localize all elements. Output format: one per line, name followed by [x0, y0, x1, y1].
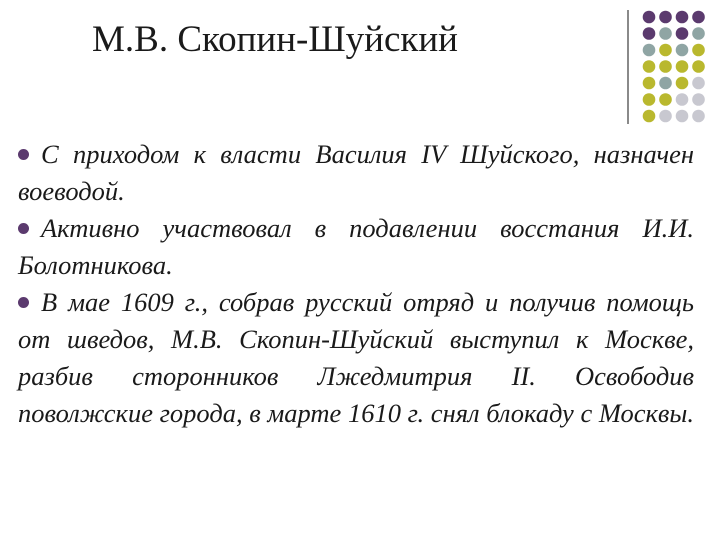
decorative-dot	[643, 93, 656, 106]
decorative-dot	[692, 93, 705, 106]
bullet-item	[18, 136, 694, 210]
decorative-dot	[659, 11, 672, 24]
decorative-dot	[692, 11, 705, 24]
decorative-dot	[676, 77, 689, 90]
decorative-dot	[692, 60, 705, 73]
bullet-list	[18, 136, 694, 432]
decorative-dot	[676, 60, 689, 73]
decorative-dot-grid	[640, 8, 720, 126]
bullet-item	[18, 284, 694, 432]
decorative-dot	[676, 110, 689, 123]
decorative-dot	[692, 44, 705, 57]
decorative-dot	[692, 27, 705, 40]
decorative-dot	[676, 93, 689, 106]
slide-title: М.В. Скопин-Шуйский	[92, 19, 458, 60]
decorative-dot	[659, 44, 672, 57]
bullet-text: Активно участвовал в подавлении восстания И.И. Болотникова.	[18, 213, 694, 280]
bullet-dot-icon	[18, 149, 29, 160]
decorative-dot	[692, 77, 705, 90]
bullet-text: В мае 1609 г., собрав русский отряд и получив помощь от шведов, М.В. Скопин-Шуйский выступил к Москве, разбив сторонников Лжедмитрия II. Освободив поволжские города, в марте 1610 г. снял блокаду с Москвы.	[18, 287, 695, 428]
decorative-dot	[643, 27, 656, 40]
decorative-dot	[643, 77, 656, 90]
decorative-dot	[676, 11, 689, 24]
vertical-divider	[627, 10, 629, 124]
decorative-dot	[643, 60, 656, 73]
bullet-item	[18, 210, 694, 284]
bullet-text: С приходом к власти Василия IV Шуйского, назначен воеводой.	[18, 139, 694, 206]
decorative-dot	[676, 27, 689, 40]
decorative-dot	[659, 60, 672, 73]
bullet-dot-icon	[18, 297, 29, 308]
decorative-dot	[643, 44, 656, 57]
decorative-dot	[676, 44, 689, 57]
decorative-dot	[643, 11, 656, 24]
bullet-dot-icon	[18, 223, 29, 234]
decorative-dot	[659, 27, 672, 40]
decorative-dot	[692, 110, 705, 123]
decorative-dot	[659, 77, 672, 90]
decorative-dot	[659, 110, 672, 123]
decorative-dot	[659, 93, 672, 106]
decorative-dot	[643, 110, 656, 123]
